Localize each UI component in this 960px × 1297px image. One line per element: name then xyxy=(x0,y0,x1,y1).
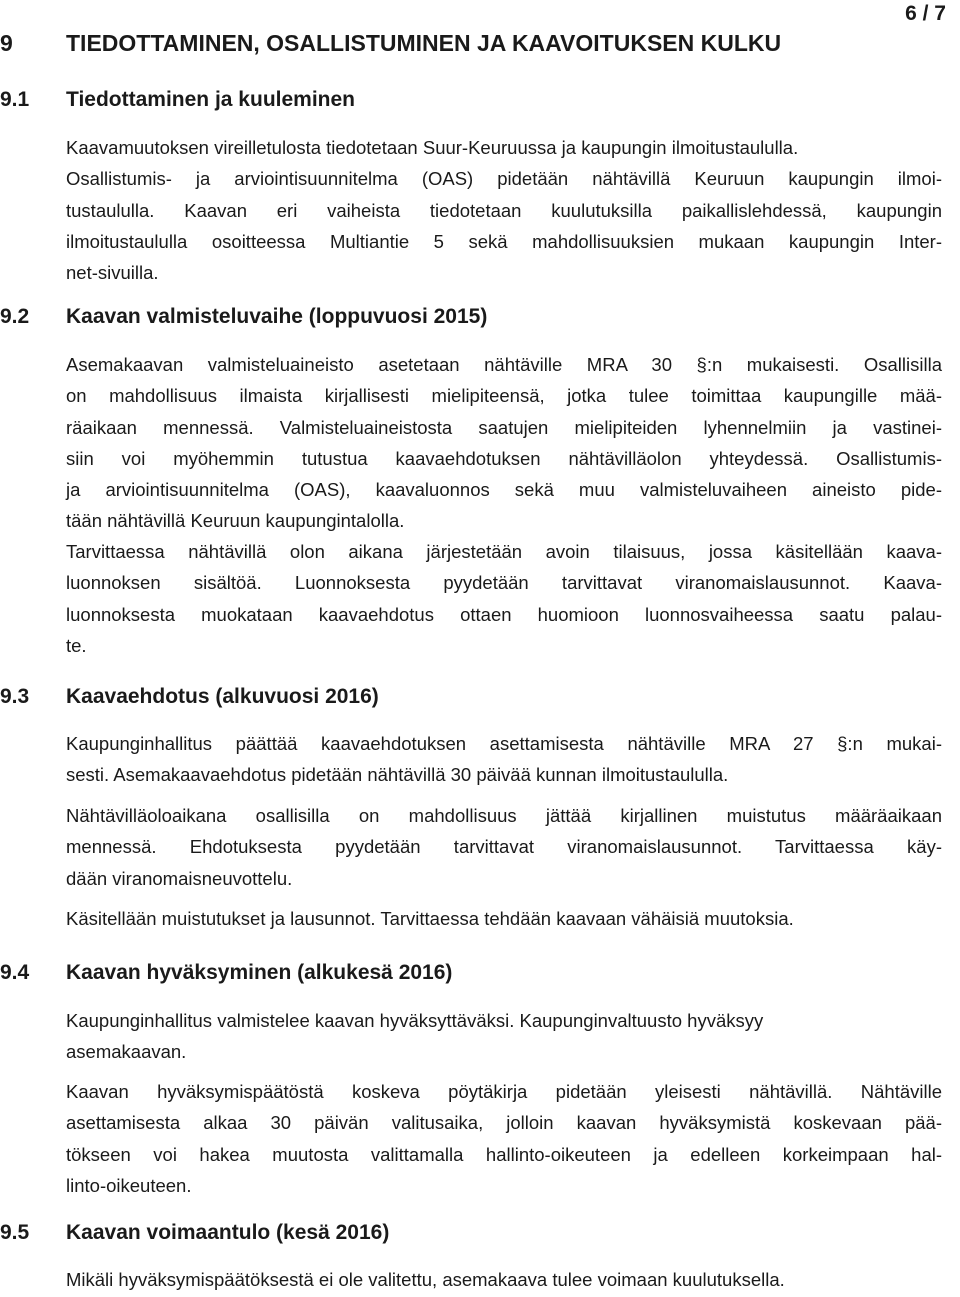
paragraph xyxy=(66,132,942,288)
paragraph xyxy=(66,536,942,661)
text-line: Käsitellään muistutukset ja lausunnot. Tarvittaessa tehdään kaavaan vähäisiä muutoksia. xyxy=(66,908,794,929)
paragraph xyxy=(66,349,942,537)
subsection-number: 9.4 xyxy=(0,961,30,984)
paragraph xyxy=(66,1005,942,1068)
text-line: luonnoksesta muokataan kaavaehdotus ottaen huomioon luonnosvaiheessa saatu palau- xyxy=(66,603,942,625)
text-line: siin voi myöhemmin tutustua kaavaehdotuksen nähtävilläolon yhteydessä. Osallistumis- xyxy=(66,447,942,469)
subsection-number: 9.3 xyxy=(0,685,30,708)
text-line: tään nähtävillä Keuruun kaupungintalolla. xyxy=(66,510,405,532)
text-line: Mikäli hyväksymispäätöksestä ei ole valitettu, asemakaava tulee voimaan kuulutuksella. xyxy=(66,1269,785,1290)
subsection-title: Kaavan voimaantulo (kesä 2016) xyxy=(66,1221,390,1244)
paragraph xyxy=(66,1264,942,1295)
text-line: Osallistumis- ja arviointisuunnitelma (OAS) pidetään nähtävillä Keuruun kaupungin ilmoi- xyxy=(66,168,942,190)
text-line: Kaavamuutoksen vireilletulosta tiedotetaan Suur-Keuruussa ja kaupungin ilmoitustaululla. xyxy=(66,137,799,158)
paragraph xyxy=(66,728,942,791)
paragraph xyxy=(66,1076,942,1201)
text-line: räaikaan mennessä. Valmisteluaineistosta saatujen mielipiteiden lyhennelmiin ja vastinei- xyxy=(66,416,942,438)
subsection-title: Kaavan hyväksyminen (alkukesä 2016) xyxy=(66,961,453,984)
text-line: ilmoitustaululla osoitteessa Multiantie 5 sekä mahdollisuuksien mukaan kaupungin Inter- xyxy=(66,230,942,252)
text-line: on mahdollisuus ilmaista kirjallisesti mielipiteensä, jotka tulee toimittaa kaupungille mää- xyxy=(66,385,942,407)
text-line: asemakaavan. xyxy=(66,1041,187,1063)
subsection-title: Kaavaehdotus (alkuvuosi 2016) xyxy=(66,685,379,708)
paragraph xyxy=(66,903,942,934)
text-line: linto-oikeuteen. xyxy=(66,1174,192,1196)
text-line: tustaululla. Kaavan eri vaiheista tiedotetaan kuulutuksilla paikallislehdessä, kaupungin xyxy=(66,199,942,221)
text-line: Asemakaavan valmisteluaineisto asetetaan nähtäville MRA 30 §:n mukaisesti. Osallisilla xyxy=(66,354,942,375)
subsection-title: Tiedottaminen ja kuuleminen xyxy=(66,88,355,111)
subsection-heading-9-2 xyxy=(0,305,940,331)
text-line: tökseen voi hakea muutosta valittamalla hallinto-oikeuteen ja edelleen korkeimpaan hal- xyxy=(66,1143,942,1165)
text-line: Nähtävilläoloaikana osallisilla on mahdollisuus jättää kirjallinen muistutus määräaikaan xyxy=(66,805,942,826)
subsection-number: 9.2 xyxy=(0,305,30,328)
subsection-title: Kaavan valmisteluvaihe (loppuvuosi 2015) xyxy=(66,305,488,328)
subsection-number: 9.5 xyxy=(0,1221,30,1244)
subsection-heading-9-5 xyxy=(0,1221,940,1247)
section-title: TIEDOTTAMINEN, OSALLISTUMINEN JA KAAVOITUKSEN KULKU xyxy=(66,30,782,56)
page-number: 6 / 7 xyxy=(905,2,946,25)
text-line: Tarvittaessa nähtävillä olon aikana järjestetään avoin tilaisuus, jossa käsitellään kaava- xyxy=(66,541,942,562)
text-line: dään viranomaisneuvottelu. xyxy=(66,867,293,889)
text-line: te. xyxy=(66,634,87,656)
subsection-heading-9-3 xyxy=(0,685,940,711)
section-number: 9 xyxy=(0,30,13,56)
paragraph xyxy=(66,800,942,894)
text-line: luonnoksen sisältöä. Luonnoksesta pyydetään tarvittavat viranomaislausunnot. Kaava- xyxy=(66,572,942,594)
text-line: net-sivuilla. xyxy=(66,262,159,284)
text-line: Kaupunginhallitus valmistelee kaavan hyväksyttäväksi. Kaupunginvaltuusto hyväksyy xyxy=(66,1010,764,1031)
text-line: asettamisesta alkaa 30 päivän valitusaika, jolloin kaavan hyväksymistä koskevaan pää- xyxy=(66,1112,942,1134)
text-line: Kaupunginhallitus päättää kaavaehdotuksen asettamisesta nähtäville MRA 27 §:n mukai- xyxy=(66,733,942,754)
subsection-heading-9-4 xyxy=(0,961,940,987)
text-line: sesti. Asemakaavaehdotus pidetään nähtävillä 30 päivää kunnan ilmoitustaululla. xyxy=(66,764,729,786)
text-line: Kaavan hyväksymispäätöstä koskeva pöytäkirja pidetään yleisesti nähtävillä. Nähtäville xyxy=(66,1081,942,1102)
text-line: mennessä. Ehdotuksesta pyydetään tarvittavat viranomaislausunnot. Tarvittaessa käy- xyxy=(66,836,942,858)
subsection-heading-9-1 xyxy=(0,88,940,114)
text-line: ja arviointisuunnitelma (OAS), kaavaluonnos sekä muu valmisteluvaiheen aineisto pide- xyxy=(66,479,942,501)
subsection-number: 9.1 xyxy=(0,88,30,111)
